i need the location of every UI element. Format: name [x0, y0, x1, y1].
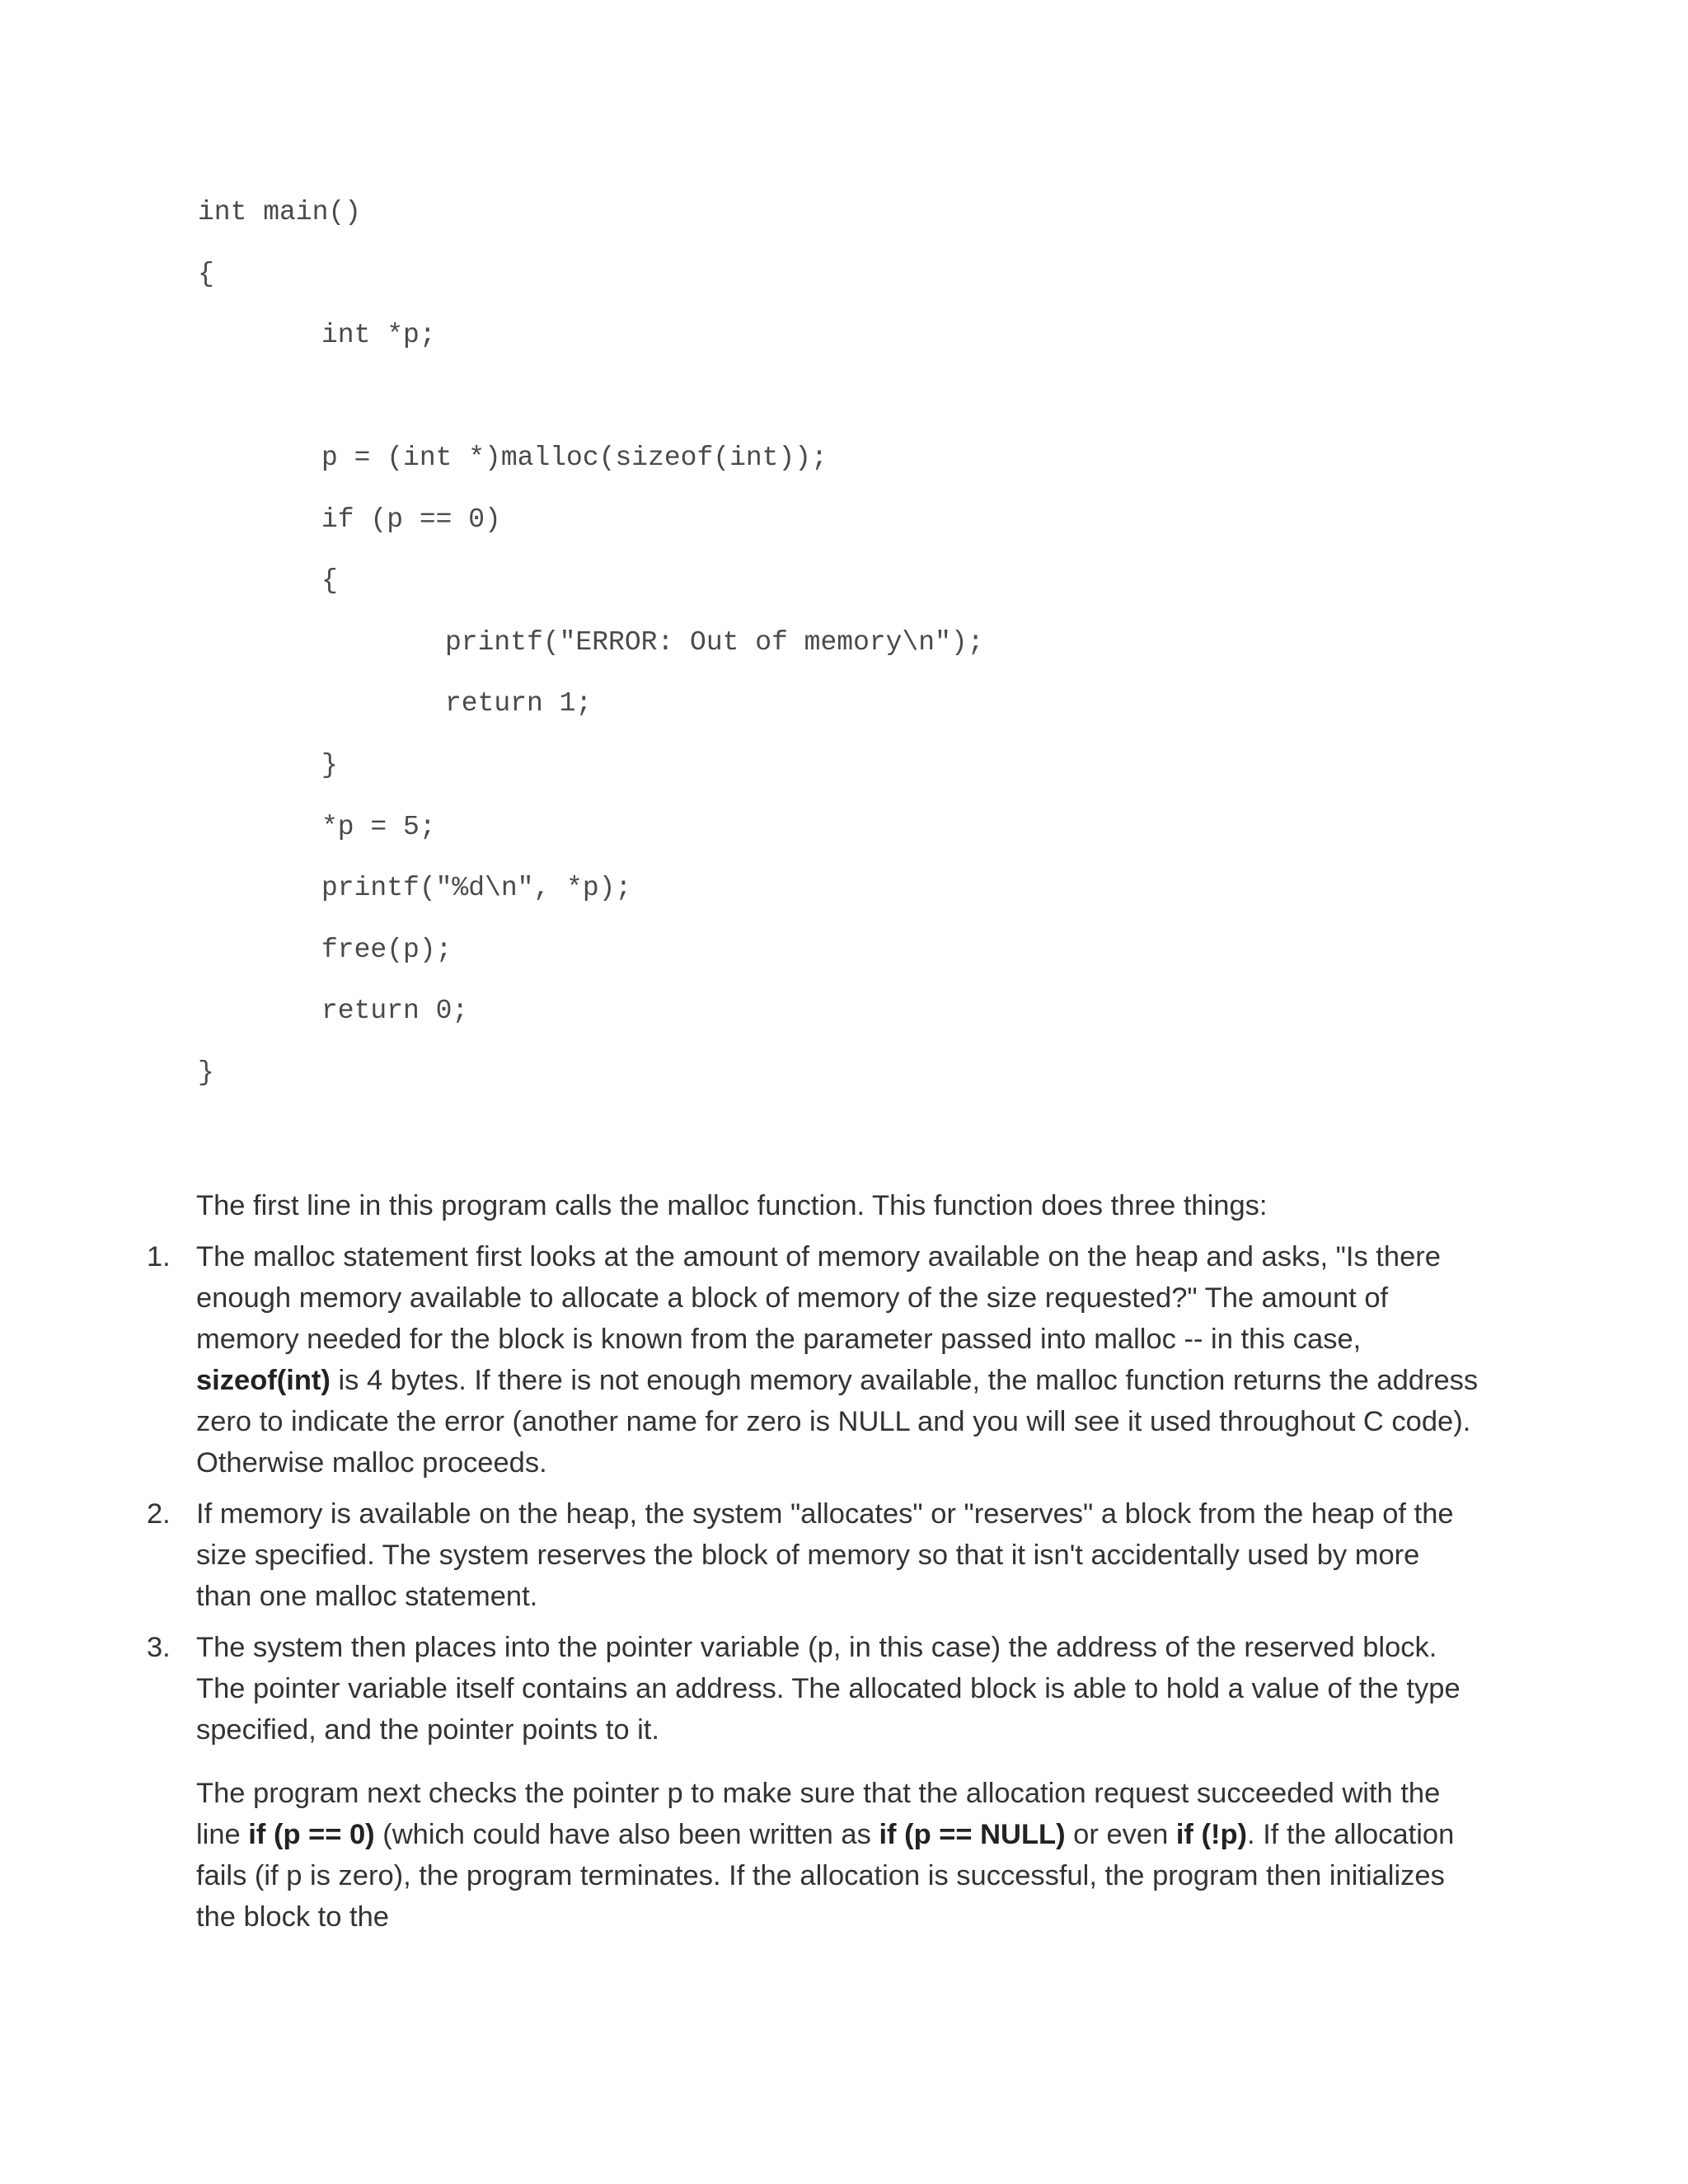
code-line: free(p); [321, 935, 452, 965]
code-line: { [321, 565, 338, 596]
list-number: 3. [147, 1632, 171, 1663]
code-line: printf("ERROR: Out of memory\n"); [445, 627, 984, 658]
numbered-list [147, 1236, 1482, 1760]
bold-code-term: if (!p) [1175, 1819, 1248, 1850]
code-line: if (p == 0) [321, 504, 501, 535]
list-item-text: The system then places into the pointer variable (p, in this case) the address of the reserved block. The pointer variable itself contains an address. The allocated block is able to hold a value of the type specified, and the pointer points to it. [196, 1632, 1461, 1746]
code-line: } [321, 750, 338, 780]
list-number: 1. [147, 1241, 171, 1272]
list-item-text: The malloc statement first looks at the amount of memory available on the heap and asks, "Is there enough memory available to allocate a block of memory of the size requested?" The amount of memory needed for the block is known from the parameter passed into malloc -- in this case, sizeof(int) is 4 bytes. If there is not enough memory available, the malloc function returns the address zero to indicate the error (another name for zero is NULL and you will see it used throughout C code). Otherwise malloc proceeds. [196, 1241, 1479, 1479]
list-item [147, 1627, 1482, 1750]
code-line: printf("%d\n", *p); [321, 873, 632, 903]
code-line: } [198, 1057, 214, 1088]
code-line: int main() [198, 197, 362, 227]
code-line: *p = 5; [321, 812, 436, 842]
intro-paragraph: The first line in this program calls the malloc function. This function does three things: [196, 1190, 1268, 1221]
list-item [147, 1493, 1482, 1617]
list-item [147, 1236, 1482, 1483]
body-paragraph: The program next checks the pointer p to make sure that the allocation request succeeded with the line if (p == 0) (which could have also been written as if (p == NULL) or even if (!p). If the allocation fails (if p is zero), the program terminates. If the allocation is successful, the program then initializes the block to the [196, 1778, 1455, 1933]
code-line: int *p; [321, 320, 436, 350]
code-line: return 0; [321, 996, 469, 1026]
list-number: 2. [147, 1498, 171, 1530]
bold-code-term: if (p == 0) [248, 1819, 375, 1850]
code-line: p = (int *)malloc(sizeof(int)); [321, 443, 828, 473]
bold-code-term: if (p == NULL) [879, 1819, 1066, 1850]
bold-code-term: sizeof(int) [196, 1365, 331, 1396]
code-line: { [198, 259, 214, 289]
list-item-text: If memory is available on the heap, the system "allocates" or "reserves" a block from the heap of the size specified. The system reserves the block of memory so that it isn't accidentally used by more than one malloc statement. [196, 1498, 1454, 1612]
code-line: return 1; [445, 688, 593, 719]
